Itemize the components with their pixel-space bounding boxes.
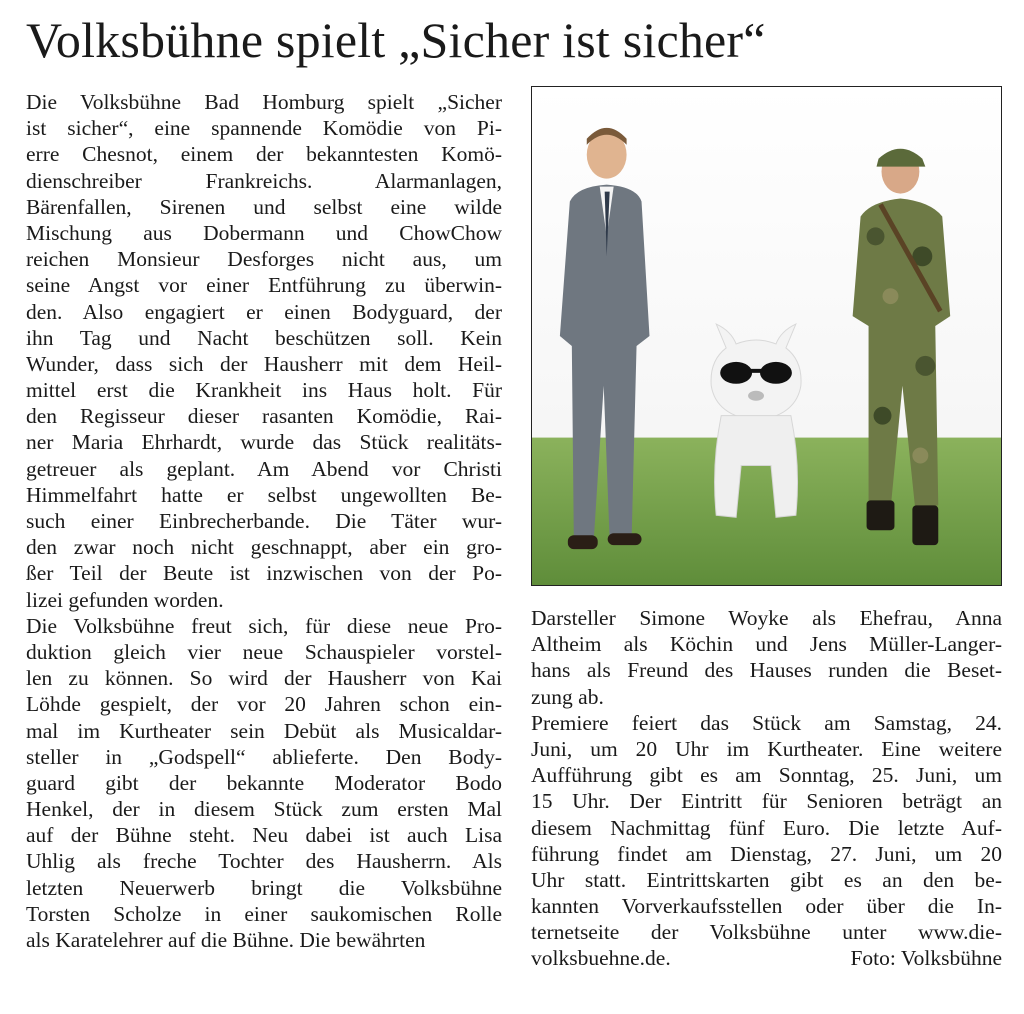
text-line: Juni, um 20 Uhr im Kurtheater. Eine weitere bbox=[531, 736, 1002, 761]
text-line: 15 Uhr. Der Eintritt für Senioren beträgt an bbox=[531, 789, 1002, 814]
text-line: Wunder, dass sich der Hausherr mit dem Heil- bbox=[26, 351, 502, 376]
text-line: Torsten Scholze in einer saukomischen Rolle bbox=[26, 901, 502, 926]
text-line: Die Volksbühne freut sich, für diese neue Pro- bbox=[26, 613, 502, 638]
text-line: Uhr statt. Eintrittskarten gibt es an den be- bbox=[531, 867, 1002, 892]
text-line: ternetseite der Volksbühne unter www.die- bbox=[531, 920, 1002, 945]
text-line: mittel erst die Krankheit ins Haus holt. Für bbox=[26, 378, 502, 403]
text-line: führung findet am Dienstag, 27. Juni, um 20 bbox=[531, 841, 1002, 866]
text-line: ner Maria Ehrhardt, wurde das Stück realitäts- bbox=[26, 430, 502, 455]
text-line: Mischung aus Dobermann und ChowChow bbox=[26, 220, 502, 245]
text-line: len zu können. So wird der Hausherr von Kai bbox=[26, 666, 502, 691]
text-line: Darsteller Simone Woyke als Ehefrau, Anna bbox=[531, 606, 1002, 630]
text-line: such einer Einbrecherbande. Die Täter wur- bbox=[26, 509, 502, 533]
text-line: guard gibt der bekannte Moderator Bodo bbox=[26, 770, 502, 795]
photo-credit: Foto: Volksbühne bbox=[850, 946, 1002, 971]
text-line: Uhlig als freche Tochter des Hausherrn. Als bbox=[26, 849, 502, 874]
text-line: ihn Tag und Nacht beschützen soll. Kein bbox=[26, 325, 502, 350]
text-line: auf der Bühne steht. Neu dabei ist auch Lisa bbox=[26, 823, 502, 848]
website-text: volksbuehne.de. bbox=[531, 946, 671, 971]
text-line: ist sicher“, eine spannende Komödie von Pi- bbox=[26, 116, 502, 141]
text-line: Henkel, der in diesem Stück zum ersten Mal bbox=[26, 797, 502, 822]
text-line: Premiere feiert das Stück am Samstag, 24. bbox=[531, 710, 1002, 735]
text-line: mal im Kurtheater sein Debüt als Musicaldar- bbox=[26, 718, 502, 743]
text-line: hans als Freund des Hauses runden die Beset- bbox=[531, 658, 1002, 683]
text-line: diesem Nachmittag fünf Euro. Die letzte Auf- bbox=[531, 815, 1002, 840]
text-line: den Regisseur dieser rasanten Komödie, Rai- bbox=[26, 404, 502, 429]
text-line: kannten Vorverkaufsstellen oder über die In- bbox=[531, 894, 1002, 919]
stage-photo-illustration bbox=[532, 87, 1001, 585]
text-line: erre Chesnot, einem der bekanntesten Komö- bbox=[26, 142, 502, 167]
article-column-right bbox=[531, 605, 1002, 972]
text-line: Löhde gespielt, der vor 20 Jahren schon ein- bbox=[26, 692, 502, 717]
text-line: Aufführung gibt es am Sonntag, 25. Juni, um bbox=[531, 763, 1002, 788]
article-column-left bbox=[26, 89, 502, 953]
text-line: Die Volksbühne Bad Homburg spielt „Sicher bbox=[26, 90, 502, 114]
text-line: Himmelfahrt hatte er selbst ungewollten Be- bbox=[26, 482, 502, 507]
article-photo bbox=[531, 86, 1002, 586]
text-line: steller in „Godspell“ ablieferte. Den Body- bbox=[26, 744, 502, 769]
text-line: seine Angst vor einer Entführung zu überwin- bbox=[26, 273, 502, 298]
text-line: getreuer als geplant. Am Abend vor Christi bbox=[26, 456, 502, 481]
text-line: reichen Monsieur Desforges nicht aus, um bbox=[26, 247, 502, 272]
text-line: zung ab. bbox=[531, 684, 604, 709]
text-line: Bärenfallen, Sirenen und selbst eine wilde bbox=[26, 194, 502, 219]
text-line: lizei gefunden worden. bbox=[26, 587, 224, 612]
text-line: als Karatelehrer auf die Bühne. Die bewährten bbox=[26, 928, 426, 952]
text-line: den. Also engagiert er einen Bodyguard, der bbox=[26, 299, 502, 324]
text-line: ßer Teil der Beute ist inzwischen von der Po- bbox=[26, 561, 502, 586]
text-line: duktion gleich vier neue Schauspieler vorstel- bbox=[26, 639, 502, 664]
credit-row bbox=[531, 945, 1002, 971]
text-line: letzten Neuerwerb bringt die Volksbühne bbox=[26, 875, 502, 900]
text-line: dienschreiber Frankreichs. Alarmanlagen, bbox=[26, 168, 502, 193]
text-line: Altheim als Köchin und Jens Müller-Langer- bbox=[531, 632, 1002, 657]
text-line: den zwar noch nicht geschnappt, aber ein gro- bbox=[26, 535, 502, 560]
headline: Volksbühne spielt „Sicher ist sicher“ bbox=[26, 12, 766, 68]
